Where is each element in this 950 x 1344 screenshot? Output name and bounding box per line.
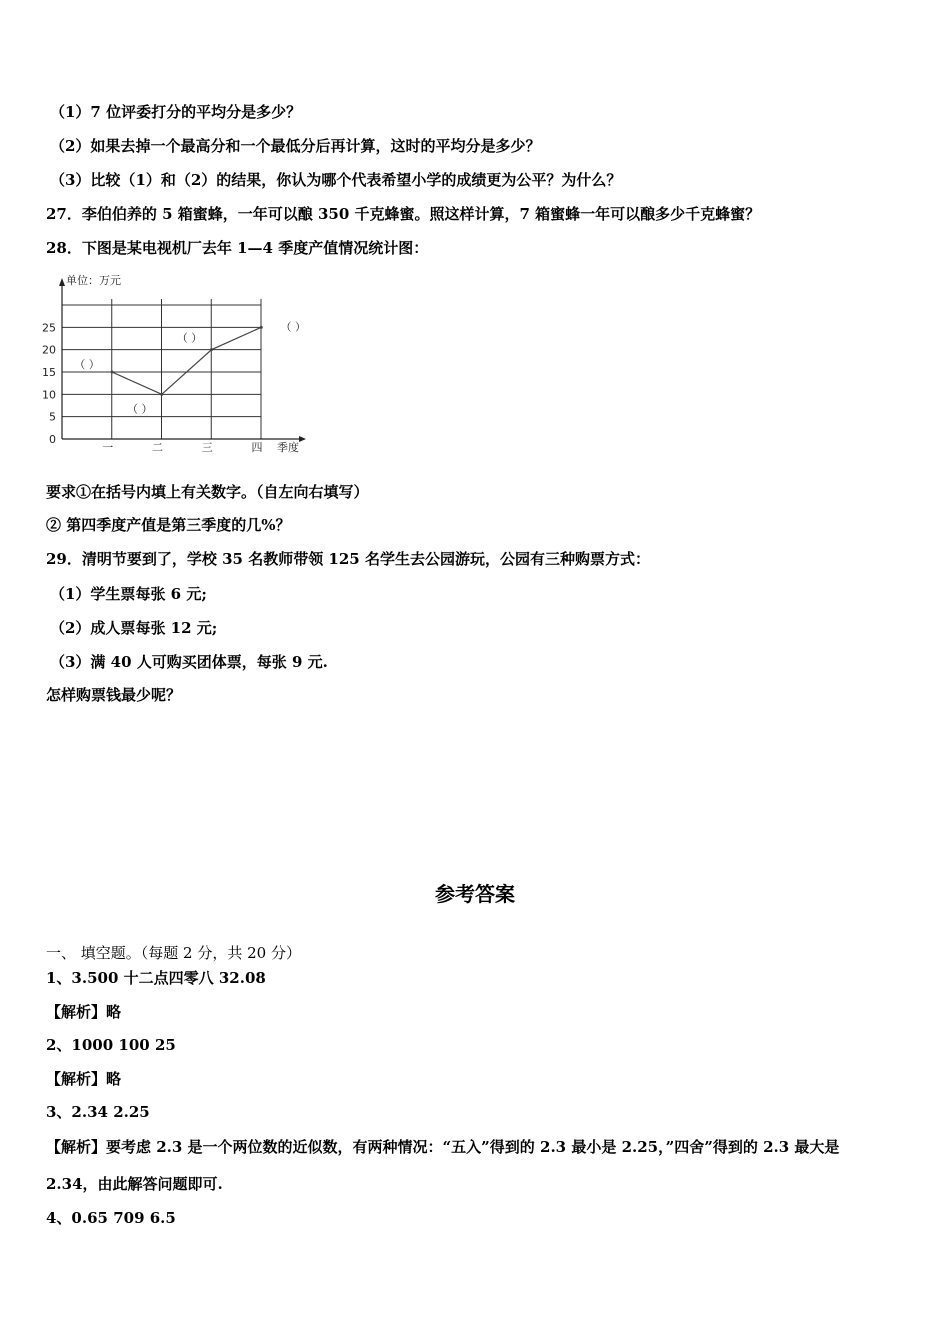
question-26-part2: （2）如果去掉一个最高分和一个最低分后再计算，这时的平均分是多少？: [50, 137, 541, 155]
x-tick-label: 四: [251, 441, 263, 454]
data-point: [160, 393, 163, 396]
x-tick-label: 二: [152, 441, 163, 454]
answer-2-note: 【解析】略: [46, 1070, 122, 1088]
y-tick-label: 10: [42, 388, 56, 402]
answer-1-note: 【解析】略: [46, 1003, 122, 1021]
chart-x-axis-label: 季度: [277, 441, 299, 454]
answer-3: 3、2.34 2.25: [46, 1103, 150, 1121]
value-blank-label: （ ）: [176, 331, 203, 345]
data-point: [210, 348, 213, 351]
question-26-part1: （1）7 位评委打分的平均分是多少？: [50, 103, 302, 121]
question-29: 29．清明节要到了，学校 35 名教师带领 125 名学生去公园游玩，公园有三种购票方式：: [46, 550, 650, 568]
y-tick-label: 15: [42, 366, 56, 379]
data-point: [260, 326, 263, 329]
x-tick-label: 三: [201, 441, 213, 454]
answer-1: 1、3.500 十二点四零八 32.08: [46, 969, 266, 987]
value-blank-label: （ ）: [74, 358, 100, 371]
chart-unit-label: 单位：万元: [66, 274, 121, 287]
answer-3-note-line-2: 2.34，由此解答问题即可.: [46, 1175, 223, 1193]
question-28: 28．下图是某电视机厂去年 1—4 季度产值情况统计图：: [46, 239, 429, 257]
y-tick-label: 20: [42, 343, 56, 357]
y-tick-label: 0: [49, 433, 56, 446]
question-26-part3: （3）比较（1）和（2）的结果，你认为哪个代表希望小学的成绩更为公平？为什么？: [50, 171, 622, 189]
line-chart: [44, 270, 314, 460]
value-blank-label: （ ）: [280, 320, 306, 334]
question-29-option-1: （1）学生票每张 6 元;: [50, 585, 207, 603]
y-axis-arrow: [59, 278, 65, 286]
x-tick-label: 一: [102, 441, 114, 454]
answers-title: 参考答案: [435, 882, 515, 906]
answers-section-1: 一、 填空题。（每题 2 分，共 20 分）: [46, 944, 301, 962]
x-axis-arrow: [299, 436, 306, 442]
question-29-option-3: （3）满 40 人可购买团体票，每张 9 元.: [50, 653, 328, 671]
question-28-requirement-2: ② 第四季度产值是第三季度的几%？: [46, 516, 291, 534]
answer-4: 4、0.65 709 6.5: [46, 1209, 176, 1227]
y-tick-label: 25: [42, 321, 56, 335]
chart-marks: [74, 320, 306, 415]
question-29-ask: 怎样购票钱最少呢？: [46, 686, 182, 704]
answer-2: 2、1000 100 25: [46, 1036, 176, 1054]
question-27: 27．李伯伯养的 5 箱蜜蜂，一年可以酿 350 千克蜂蜜。照这样计算，7 箱蜜蜂一年可以酿多少千克蜂蜜？: [46, 205, 761, 223]
data-point: [111, 371, 114, 374]
y-tick-label: 5: [49, 410, 56, 424]
question-28-requirement-1: 要求①在括号内填上有关数字。（自左向右填写）: [46, 483, 369, 501]
question-29-option-2: （2）成人票每张 12 元;: [50, 619, 218, 637]
value-blank-label: （ ）: [127, 402, 153, 416]
answer-3-note-line-1: 【解析】要考虑 2.3 是一个两位数的近似数，有两种情况：“五入”得到的 2.3 最小是 2.25，”四舍”得到的 2.3 最大是: [46, 1138, 840, 1156]
